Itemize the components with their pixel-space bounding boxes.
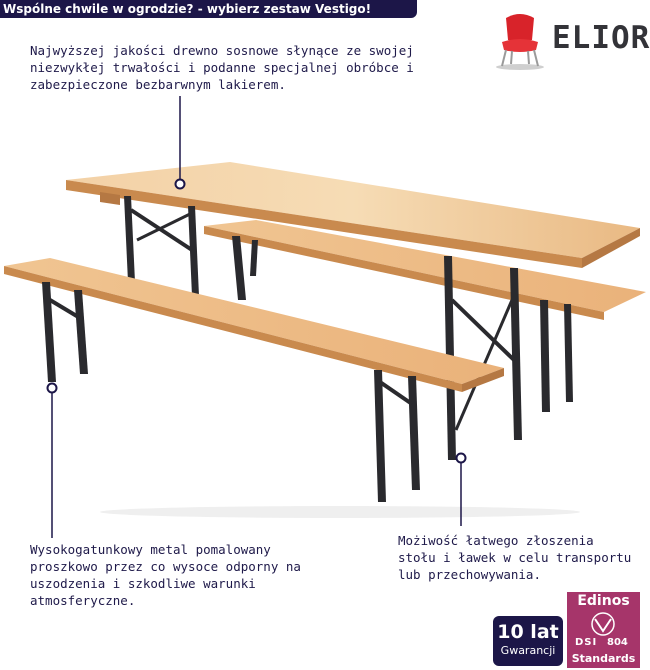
warranty-label: Gwarancji — [500, 644, 556, 657]
folding-feature-text: Możiwość łatwego złoszenia stołu i ławek w celu transportu lub przechowywania. — [398, 533, 632, 582]
cert-brand: Edinos — [577, 593, 630, 609]
cert-shield-icon — [577, 612, 630, 638]
metal-feature-text: Wysokogatunkowy metal pomalowany proszkowo przez co wysoce odporny na uszodzenia i szkodliwe warunki atmosferyczne. — [30, 542, 301, 608]
warranty-badge — [493, 616, 563, 666]
cert-code-left: DSI — [575, 637, 598, 648]
warranty-years: 10 lat — [497, 621, 559, 643]
cert-label: Standards — [571, 652, 636, 665]
header-title: Wspólne chwile w ogrodzie? - wybierz zestaw Vestigo! — [3, 2, 372, 16]
certificate-badge — [567, 592, 640, 668]
logo-text: ELIOR — [552, 20, 650, 56]
wood-feature-text: Najwyższej jakości drewno sosnowe słynące ze swojej niezwykłej trwałości i podanne specjalnej obróbce i zabezpieczone bezbarwnym lakierem. — [30, 43, 414, 92]
cert-code-right: 804 — [607, 637, 628, 648]
